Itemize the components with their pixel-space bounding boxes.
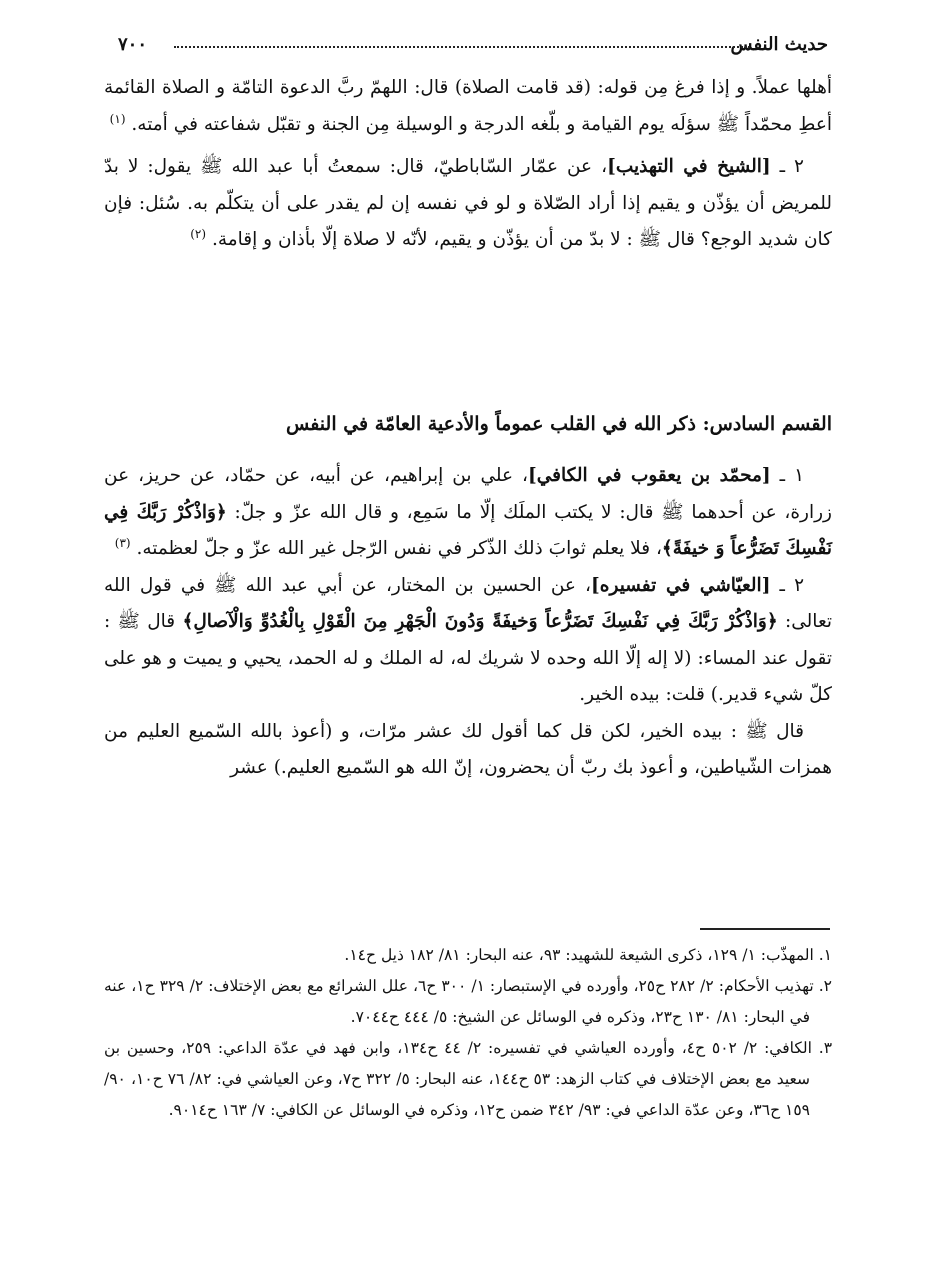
running-header <box>118 34 828 62</box>
hadith-2-paragraph <box>104 149 832 259</box>
footnote-3: ٣. الكافي: ٢/ ٥٠٢ ح٤، وأورده العياشي في تفسيره: ٢/ ٤٤ ح١٣٤، وابن فهد في عدّة الداعي: ٢٥٩، وحسين بن سعيد مع بعض الإختلاف في كتاب الزهد: ٥٣ ح١٤٤، عنه البحار: ٥/ ٣٢٢ ح٧، وعن العياشي في: ٨٢/ ٧٦ ح١٠، ٩٠/ ١٥٩ ح٣٦، وعن عدّة الداعي في: ٩٣/ ٣٤٢ ضمن ح١٢، وذكره في الوسائل عن الكافي: ٧/ ١٦٣ ح٩٠١٤. <box>104 1039 833 1119</box>
footnote-1: ١. المهذّب: ١/ ١٢٩، ذكرى الشيعة للشهيد: ٩٣، عنه البحار: ٨١/ ١٨٢ ذيل ح١٤. <box>344 946 832 964</box>
quran-verse-2: ﴿وَاذْكُرْ رَبَّكَ فِي نَفْسِكَ تَضَرُّعاً وَخيفَةً وَدُونَ الْجَهْرِ مِنَ الْقَوْلِ بِالْغُدُوِّ وَالْآصالِ﴾ <box>182 611 778 632</box>
hadith-2-text: ، عن عمّار السّاباطيّ، قال: سمعتُ أبا عبد الله ﷺ يقول: لا بدّ للمريض أن يؤذّن و يقيم إذا أراد الصّلاة و لو في نفسه إن لم يقدر على أن يتكلّم به. سُئل: فإن كان شديد الوجع؟ قال ﷺ : لا بدّ من أن يؤذّن و يقيم، لأنّه لا صلاة إلّا بأذان و إقامة. <box>104 156 832 250</box>
s6-hadith-2-text-c: قال ﷺ : بيده الخير، لكن قل كما أقول لك عشر مرّات، و (أعوذ بالله السّميع العليم من همزات الشّياطين، و أعوذ بك ربّ أن يحضرون، إنّ الله هو السّميع العليم.) عشر <box>104 720 832 778</box>
footnote-ref-1: (١) <box>109 111 126 126</box>
s6-hadith-2-text-a: ، عن الحسين بن المختار، عن أبي عبد الله ﷺ في قول الله تعالى: <box>104 574 833 632</box>
section-heading: القسم السادس: ذكر الله في القلب عموماً والأدعية العامّة في النفس <box>285 413 832 435</box>
footnotes <box>104 940 832 1126</box>
footnote-separator <box>700 928 830 930</box>
s6-hadith-2-source: [العيّاشي في تفسيره] <box>591 574 771 596</box>
s6-hadith-2-text-b: قال ﷺ : تقول عند المساء: (لا إله إلّا الله وحده لا شريك له، له الملك و له الحمد، يحيي و يميت و هو على كلّ شيء قدير.) قلت: بيده الخير. <box>104 611 832 705</box>
s6-hadith-1-paragraph <box>104 458 832 568</box>
s6-hadith-2-number: ٢ ـ <box>779 574 804 596</box>
s6-hadith-1-number: ١ ـ <box>779 465 805 486</box>
quran-verse-1: ﴿وَاذْكُرْ رَبَّكَ فِي نَفْسِكَ تَضَرُّعاً وَ خيفَةً﴾ <box>104 501 832 559</box>
s6-hadith-1-text-b: ، فلا يعلم ثوابَ ذلك الذّكر في نفس الرّجل غير الله عزّ و جلّ لعظمته. <box>136 538 662 559</box>
hadith-2-number: ٢ ـ <box>779 156 804 177</box>
page-number: ٧٠٠ <box>118 34 148 55</box>
s6-hadith-2-continuation <box>104 714 832 787</box>
s6-hadith-1-text-a: ، علي بن إبراهيم، عن أبيه، عن حمّاد، عن حريز، عن زرارة، عن أحدهما ﷺ قال: لا يكتب الملَك إلّا ما سَمِع، و قال الله عزّ و جلّ: <box>104 465 832 523</box>
lower-text-block <box>104 458 832 787</box>
intro-text: أهلها عملاً. و إذا فرغ مِن قوله: (قد قامت الصلاة) قال: اللهمّ ربَّ الدعوة التامّة و الصلاة القائمة أعطِ محمّداً ﷺ سؤلَه يوم القيامة و بلّغه الدرجة و الوسيلة مِن الجنة و تقبّل شفاعته في أمته. <box>104 77 832 135</box>
upper-text-block <box>104 70 832 259</box>
intro-paragraph <box>104 70 832 143</box>
s6-hadith-1-source: [محمّد بن يعقوب في الكافي] <box>527 465 771 486</box>
footnote-ref-2: (٢) <box>190 226 207 241</box>
header-dot-leader <box>174 46 750 48</box>
footnote-2: ٢. تهذيب الأحكام: ٢/ ٢٨٢ ح٢٥، وأورده في الإستبصار: ١/ ٣٠٠ ح٦، علل الشرائع مع بعض الإختلاف: ٢/ ٣٢٩ ح١، عنه في البحار: ٨١/ ١٣٠ ح٢٣، وذكره في الوسائل عن الشيخ: ٥/ ٤٤٤ ح٧٠٤٤. <box>104 977 832 1026</box>
footnote-ref-3: (٣) <box>114 535 131 550</box>
running-title: حديث النفس <box>730 34 828 55</box>
s6-hadith-2-paragraph <box>104 568 832 714</box>
hadith-2-source: [الشيخ في التهذيب] <box>607 156 771 177</box>
